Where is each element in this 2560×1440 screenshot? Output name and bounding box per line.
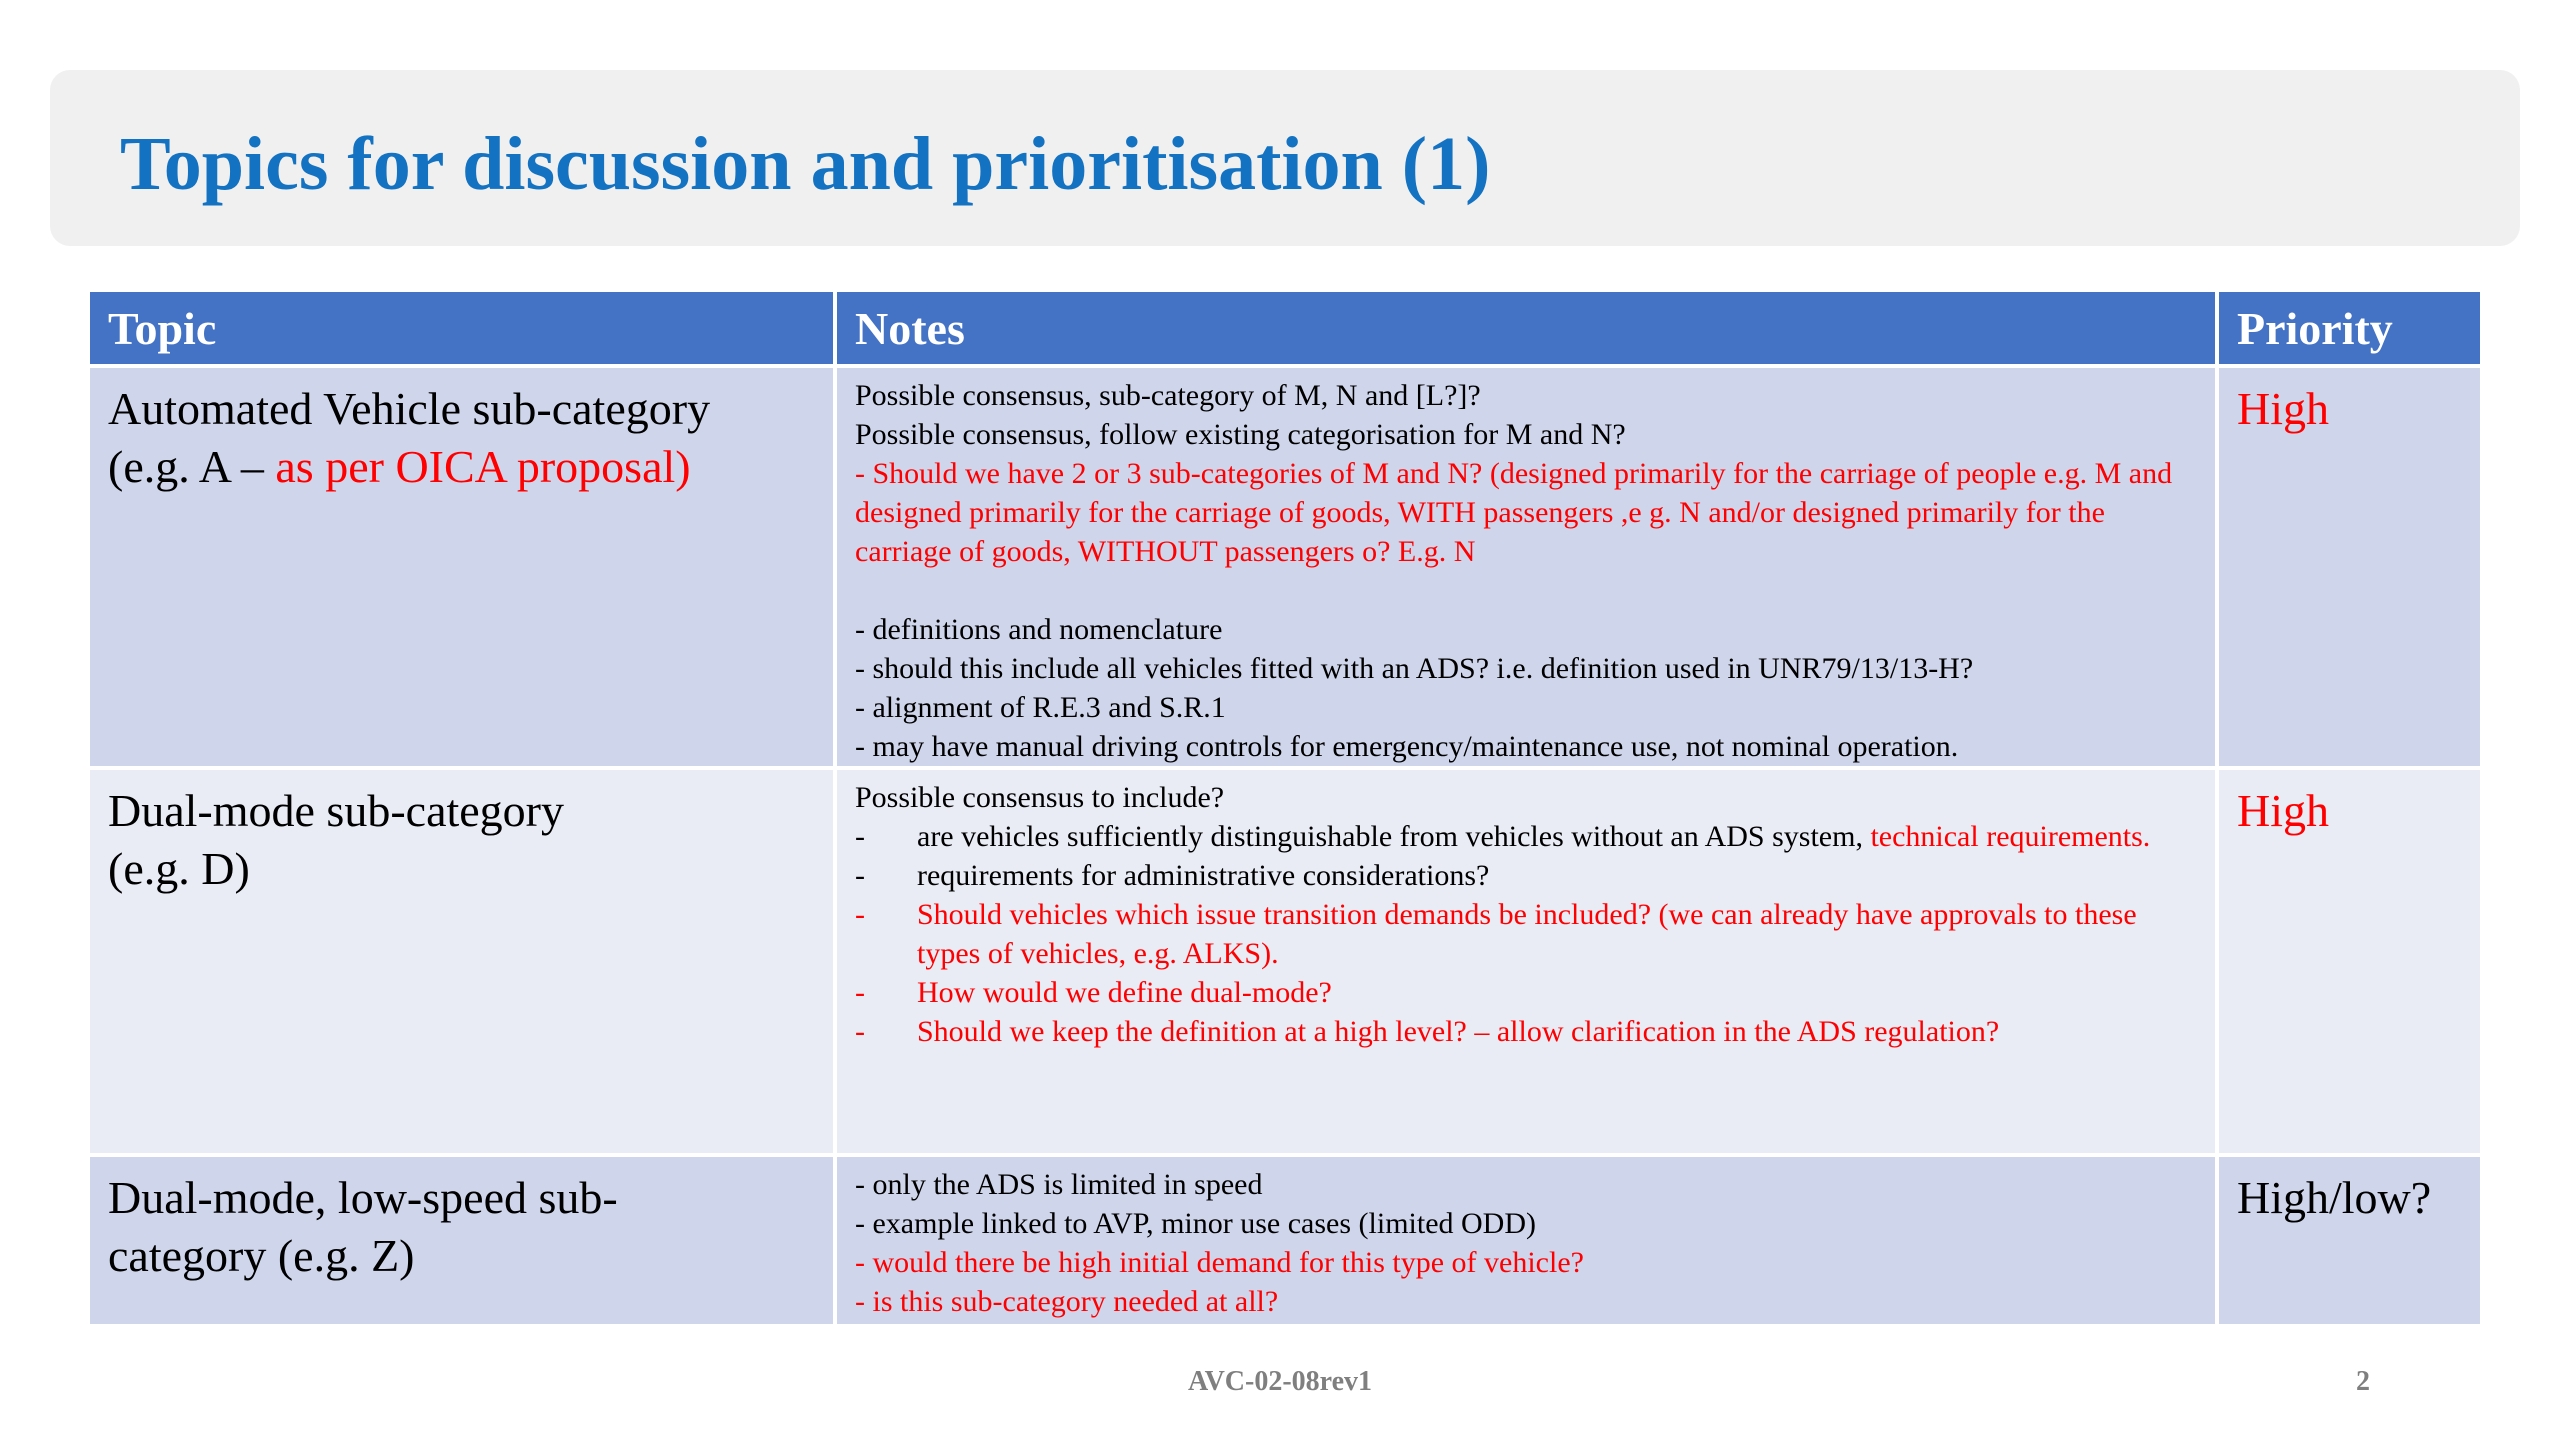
note-text: are vehicles sufficiently distinguishable from vehicles without an ADS system,: [917, 820, 1871, 853]
note-line: - would there be high initial demand for this type of vehicle?: [855, 1246, 1584, 1279]
note-bullet: [855, 895, 2197, 973]
topics-table: [90, 292, 2480, 1324]
note-line: - definitions and nomenclature: [855, 613, 1223, 646]
note-line: - example linked to AVP, minor use cases (limited ODD): [855, 1207, 1537, 1240]
note-line: - Should we have 2 or 3 sub-categories of M and N? (designed primarily for the carriage of people e.g. M and designed primarily for the carriage of goods, WITH passengers ,e g. N and/or designed primarily for the carriage of goods, WITHOUT passengers o? E.g. N: [855, 457, 2173, 568]
header-priority: Priority: [2217, 292, 2480, 366]
priority-value: High: [2237, 785, 2329, 836]
header-topic: Topic: [90, 292, 835, 366]
bullet-dash: -: [855, 898, 865, 931]
page-number: 2: [2356, 1366, 2370, 1397]
note-text-red: Should vehicles which issue transition demands be included? (we can already have approvals to these types of vehicles, e.g. ALKS).: [917, 898, 2137, 970]
topic-line: category (e.g. Z): [108, 1230, 415, 1281]
priority-value: High: [2237, 383, 2329, 434]
note-text-red: technical requirements.: [1870, 820, 2151, 853]
slide-footer: AVC-02-08rev1: [1187, 1366, 1373, 1397]
title-bar: [50, 70, 2520, 246]
note-line: Possible consensus, sub-category of M, N and [L?]?: [855, 379, 1481, 412]
note-line: - is this sub-category needed at all?: [855, 1285, 1279, 1318]
note-spacer: [855, 571, 2197, 610]
notes-cell: [835, 1155, 2217, 1324]
note-line: - alignment of R.E.3 and S.R.1: [855, 691, 1226, 724]
priority-cell: [2217, 768, 2480, 1155]
topic-cell: [90, 768, 835, 1155]
note-text-red: How would we define dual-mode?: [917, 976, 1332, 1009]
priority-cell: [2217, 366, 2480, 768]
topic-line: Automated Vehicle sub-category: [108, 383, 711, 434]
topic-line-prefix: (e.g. A –: [108, 441, 276, 492]
note-line: Possible consensus to include?: [855, 781, 1225, 814]
bullet-dash: -: [855, 859, 865, 892]
priority-value: High/low?: [2237, 1172, 2432, 1223]
table-row: [90, 1155, 2480, 1324]
slide-title: Topics for discussion and prioritisation (1): [120, 122, 1491, 206]
note-text-red: Should we keep the definition at a high level? – allow clarification in the ADS regulation?: [917, 1015, 2000, 1048]
topic-cell: [90, 1155, 835, 1324]
topic-line: (e.g. D): [108, 843, 250, 894]
table-header-row: [90, 292, 2480, 366]
bullet-dash: -: [855, 976, 865, 1009]
topic-line: [108, 438, 815, 496]
topic-cell: [90, 366, 835, 768]
note-bullet: [855, 856, 2197, 895]
note-bullet: [855, 817, 2197, 856]
header-notes: Notes: [835, 292, 2217, 366]
topic-line: Dual-mode sub-category: [108, 785, 565, 836]
note-line: - may have manual driving controls for emergency/maintenance use, not nominal operation.: [855, 730, 1959, 763]
note-bullet: [855, 973, 2197, 1012]
note-line: Possible consensus, follow existing categorisation for M and N?: [855, 418, 1626, 451]
notes-cell: [835, 768, 2217, 1155]
note-line: - should this include all vehicles fitted with an ADS? i.e. definition used in UNR79/13/13-H?: [855, 652, 1974, 685]
priority-cell: [2217, 1155, 2480, 1324]
note-text: requirements for administrative considerations?: [917, 859, 1490, 892]
notes-cell: [835, 366, 2217, 768]
note-line: - only the ADS is limited in speed: [855, 1168, 1263, 1201]
table-row: [90, 768, 2480, 1155]
topic-line: Dual-mode, low-speed sub-: [108, 1172, 618, 1223]
note-bullet: [855, 1012, 2197, 1051]
bullet-dash: -: [855, 1015, 865, 1048]
bullet-dash: -: [855, 820, 865, 853]
topic-line-red: as per OICA proposal): [275, 441, 691, 492]
table-row: [90, 366, 2480, 768]
